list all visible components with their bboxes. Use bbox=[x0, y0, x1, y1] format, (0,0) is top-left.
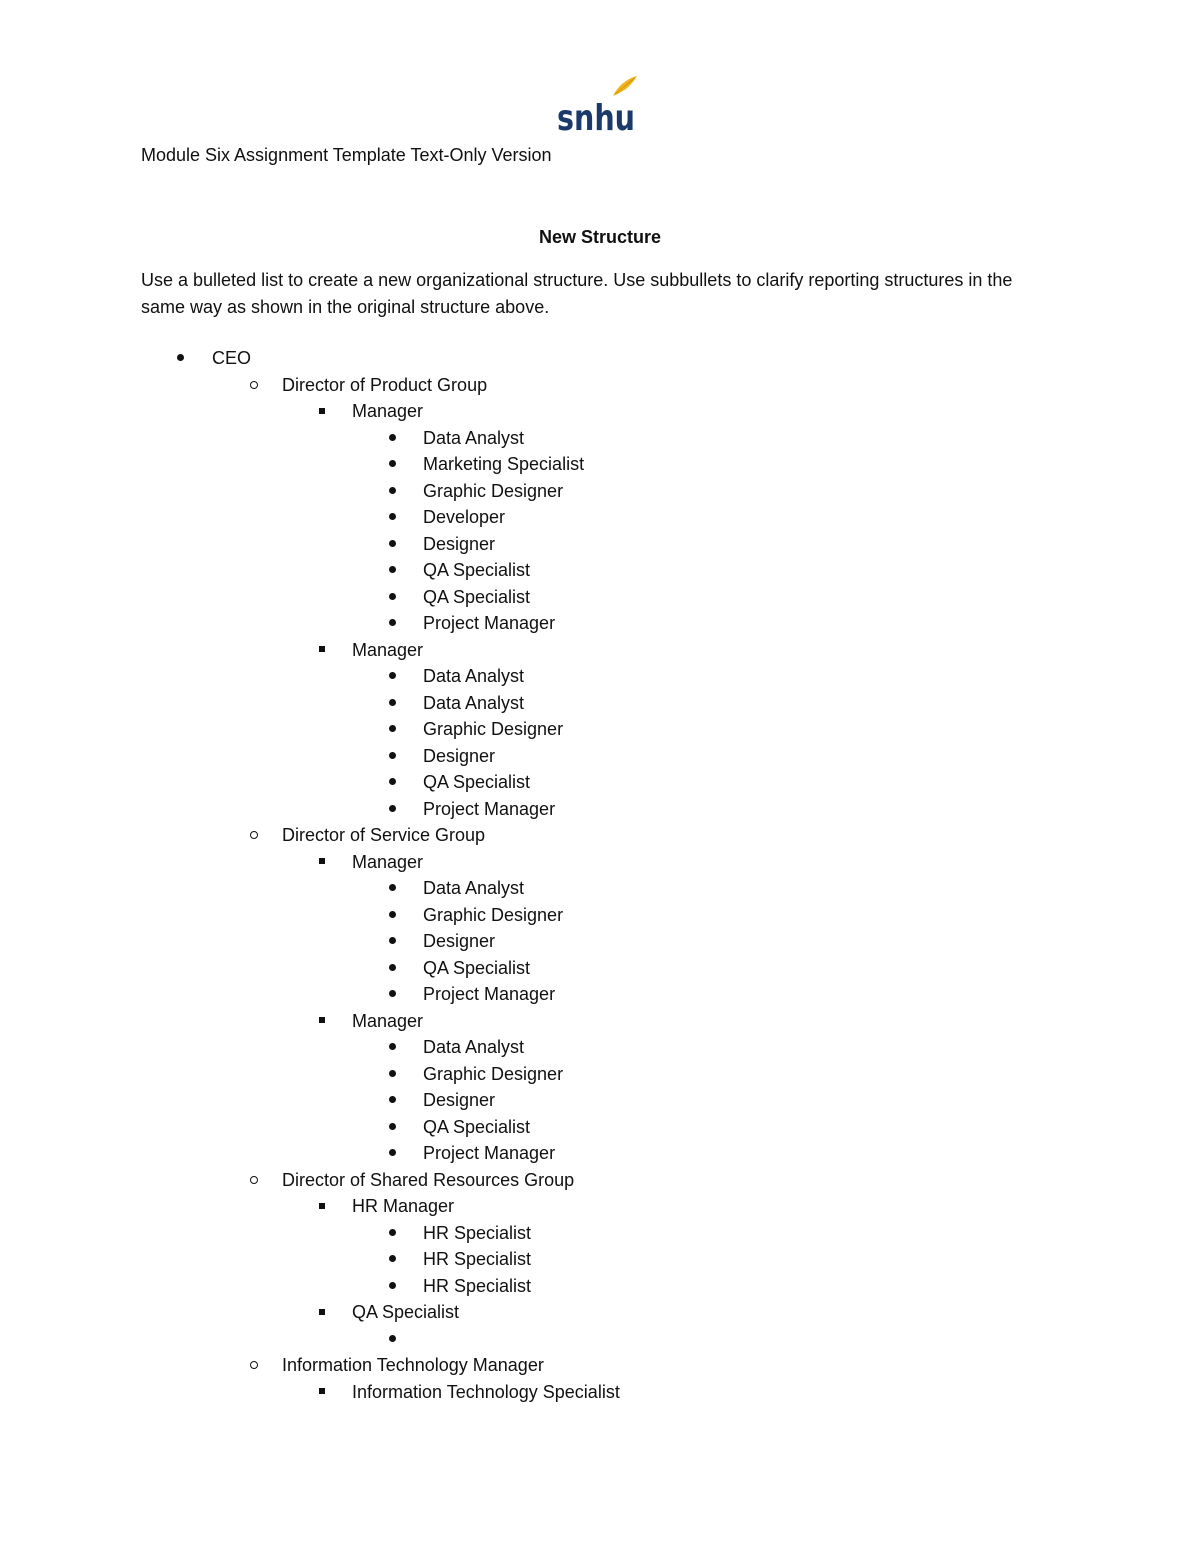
svg-text:snhu: snhu bbox=[557, 98, 635, 139]
bullet-dot-icon bbox=[382, 981, 402, 1008]
list-item-staff: Project Manager bbox=[0, 981, 1200, 1008]
list-item-staff-empty bbox=[0, 1326, 1200, 1353]
bullet-dot-icon bbox=[382, 1034, 402, 1061]
list-item-staff: QA Specialist bbox=[0, 584, 1200, 611]
bullet-dot-icon bbox=[382, 928, 402, 955]
list-item-manager: HR Manager bbox=[0, 1193, 1200, 1220]
list-item-staff: HR Specialist bbox=[0, 1273, 1200, 1300]
bullet-dot-icon bbox=[382, 531, 402, 558]
list-item-staff: HR Specialist bbox=[0, 1246, 1200, 1273]
bullet-dot-icon bbox=[382, 955, 402, 982]
list-item-director: Director of Product Group bbox=[0, 372, 1200, 399]
bullet-dot-icon bbox=[382, 1061, 402, 1088]
bullet-dot-icon bbox=[382, 451, 402, 478]
list-item-staff: Data Analyst bbox=[0, 1034, 1200, 1061]
bullet-dot-icon bbox=[382, 1273, 402, 1300]
bullet-ring-icon bbox=[244, 372, 264, 399]
list-item-staff: Graphic Designer bbox=[0, 902, 1200, 929]
document-title: Module Six Assignment Template Text-Only Version bbox=[141, 145, 552, 165]
list-item-staff: Designer bbox=[0, 1087, 1200, 1114]
list-item-staff: Project Manager bbox=[0, 610, 1200, 637]
list-item-staff: Graphic Designer bbox=[0, 716, 1200, 743]
list-item-staff: Data Analyst bbox=[0, 425, 1200, 452]
bullet-dot-icon bbox=[382, 1114, 402, 1141]
bullet-dot-icon bbox=[382, 1220, 402, 1247]
bullet-dot-icon bbox=[382, 1140, 402, 1167]
bullet-ring-icon bbox=[244, 822, 264, 849]
list-item-staff: Data Analyst bbox=[0, 663, 1200, 690]
bullet-dot-icon bbox=[382, 504, 402, 531]
list-item-staff: QA Specialist bbox=[0, 769, 1200, 796]
bullet-dot-icon bbox=[382, 902, 402, 929]
bullet-ring-icon bbox=[244, 1352, 264, 1379]
bullet-square-icon bbox=[312, 637, 332, 664]
bullet-square-icon bbox=[312, 398, 332, 425]
bullet-dot-icon bbox=[382, 769, 402, 796]
bullet-dot-icon bbox=[382, 716, 402, 743]
list-item-director: Information Technology Manager bbox=[0, 1352, 1200, 1379]
list-item-manager: Manager bbox=[0, 637, 1200, 664]
bullet-dot-icon bbox=[382, 610, 402, 637]
list-item-manager: Manager bbox=[0, 398, 1200, 425]
list-item-director: Director of Service Group bbox=[0, 822, 1200, 849]
bullet-dot-icon bbox=[382, 557, 402, 584]
bullet-square-icon bbox=[312, 1193, 332, 1220]
list-item-staff: Project Manager bbox=[0, 1140, 1200, 1167]
list-item-staff: Project Manager bbox=[0, 796, 1200, 823]
bullet-dot-icon bbox=[382, 584, 402, 611]
bullet-dot-icon bbox=[382, 743, 402, 770]
list-item-staff: Marketing Specialist bbox=[0, 451, 1200, 478]
instructions-paragraph: Use a bulleted list to create a new organizational structure. Use subbullets to clarify reporting structures in the same way as shown in the original structure above. bbox=[141, 270, 1013, 317]
bullet-square-icon bbox=[312, 1008, 332, 1035]
list-item-staff: Graphic Designer bbox=[0, 1061, 1200, 1088]
list-item-staff: Designer bbox=[0, 928, 1200, 955]
bullet-dot-icon bbox=[382, 1246, 402, 1273]
bullet-square-icon bbox=[312, 849, 332, 876]
list-item-staff: Designer bbox=[0, 743, 1200, 770]
bullet-dot-icon bbox=[382, 875, 402, 902]
bullet-dot-icon bbox=[170, 345, 190, 372]
list-item-manager: Manager bbox=[0, 1008, 1200, 1035]
list-item-manager: Manager bbox=[0, 849, 1200, 876]
bullet-dot-icon bbox=[382, 478, 402, 505]
list-item-staff: Data Analyst bbox=[0, 690, 1200, 717]
bullet-dot-icon bbox=[382, 796, 402, 823]
list-item-manager: QA Specialist bbox=[0, 1299, 1200, 1326]
list-item-staff: QA Specialist bbox=[0, 557, 1200, 584]
snhu-logo bbox=[555, 74, 639, 139]
list-item-staff: Data Analyst bbox=[0, 875, 1200, 902]
bullet-dot-icon bbox=[382, 1326, 402, 1353]
list-item-manager: Information Technology Specialist bbox=[0, 1379, 1200, 1406]
list-item-staff: Graphic Designer bbox=[0, 478, 1200, 505]
bullet-dot-icon bbox=[382, 663, 402, 690]
bullet-square-icon bbox=[312, 1379, 332, 1406]
bullet-ring-icon bbox=[244, 1167, 264, 1194]
bullet-dot-icon bbox=[382, 425, 402, 452]
list-item-staff: Designer bbox=[0, 531, 1200, 558]
list-item-ceo: CEO bbox=[0, 345, 1200, 372]
org-structure-list bbox=[0, 345, 1200, 1405]
list-item-staff: QA Specialist bbox=[0, 955, 1200, 982]
section-heading: New Structure bbox=[538, 227, 662, 247]
list-item-staff: HR Specialist bbox=[0, 1220, 1200, 1247]
list-item-staff: Developer bbox=[0, 504, 1200, 531]
bullet-square-icon bbox=[312, 1299, 332, 1326]
list-item-director: Director of Shared Resources Group bbox=[0, 1167, 1200, 1194]
bullet-dot-icon bbox=[382, 1087, 402, 1114]
bullet-dot-icon bbox=[382, 690, 402, 717]
list-item-staff: QA Specialist bbox=[0, 1114, 1200, 1141]
